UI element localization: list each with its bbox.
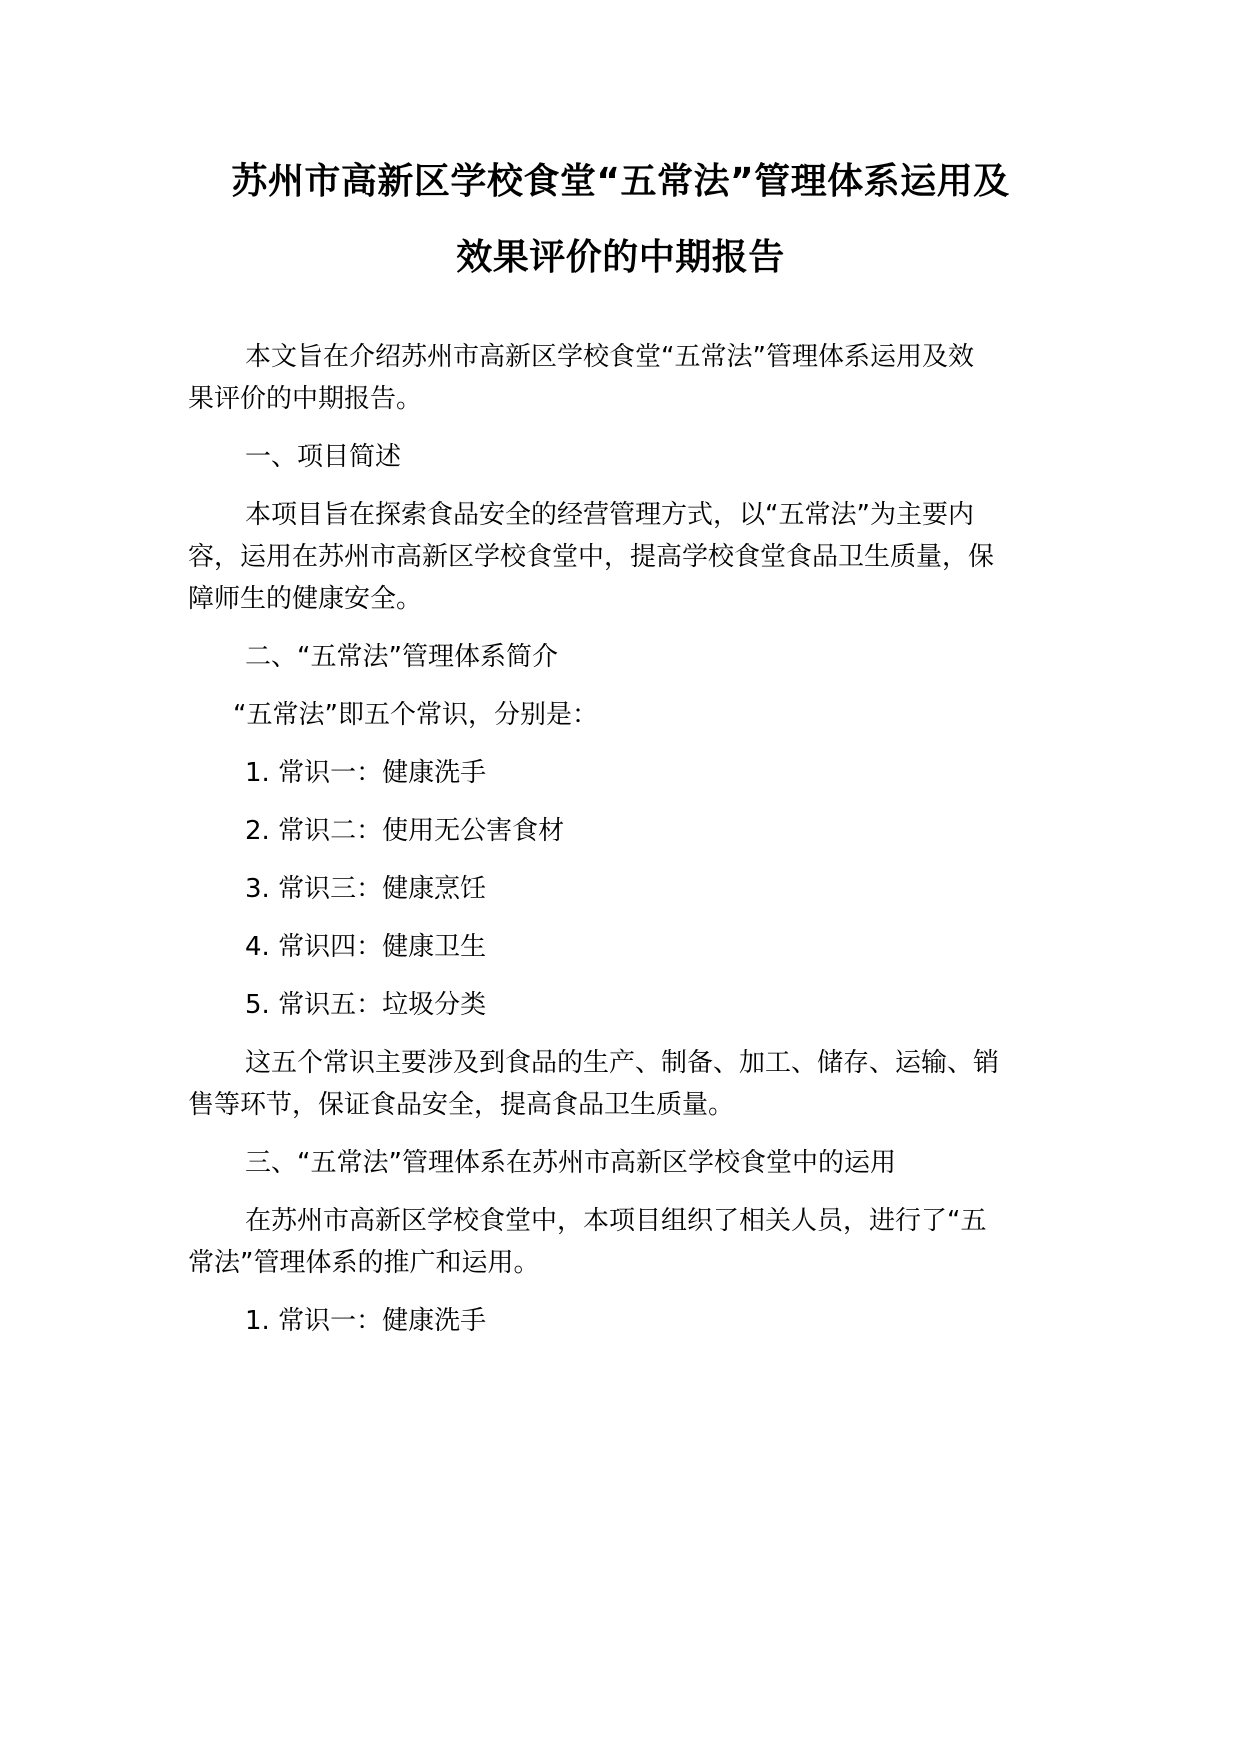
intro-paragraph-line-2: 果评价的中期报告。 <box>188 384 423 414</box>
section-2-lead: “五常法”即五个常识，分别是： <box>233 700 598 730</box>
intro-paragraph-line-1: 本文旨在介绍苏州市高新区学校食堂“五常法”管理体系运用及效 <box>245 342 974 372</box>
section-2-paragraph-line-1: 这五个常识主要涉及到食品的生产、制备、加工、储存、运输、销 <box>245 1048 1000 1078</box>
section-3-heading: 三、“五常法”管理体系在苏州市高新区学校食堂中的运用 <box>245 1148 896 1178</box>
section-3-paragraph-line-2: 常法”管理体系的推广和运用。 <box>188 1248 540 1278</box>
list-item: 4. 常识四：健康卫生 <box>245 932 487 962</box>
section-3-list-item-1: 1. 常识一：健康洗手 <box>245 1306 487 1336</box>
section-1-paragraph-line-1: 本项目旨在探索食品安全的经营管理方式，以“五常法”为主要内 <box>245 500 974 530</box>
list-item: 3. 常识三：健康烹饪 <box>245 874 487 904</box>
list-item: 2. 常识二：使用无公害食材 <box>245 816 565 846</box>
section-3-paragraph-line-1: 在苏州市高新区学校食堂中，本项目组织了相关人员，进行了“五 <box>245 1206 987 1236</box>
section-1-paragraph-line-3: 障师生的健康安全。 <box>188 584 423 614</box>
document-title-line-2: 效果评价的中期报告 <box>456 237 785 278</box>
section-1-heading: 一、项目简述 <box>245 442 402 472</box>
list-item: 1. 常识一：健康洗手 <box>245 758 487 788</box>
document-title-line-1: 苏州市高新区学校食堂“五常法”管理体系运用及 <box>231 161 1010 202</box>
list-item: 5. 常识五：垃圾分类 <box>245 990 487 1020</box>
section-2-paragraph-line-2: 售等环节，保证食品安全，提高食品卫生质量。 <box>188 1090 735 1120</box>
section-1-paragraph-line-2: 容，运用在苏州市高新区学校食堂中，提高学校食堂食品卫生质量，保 <box>188 542 995 572</box>
section-2-heading: 二、“五常法”管理体系简介 <box>245 642 558 672</box>
